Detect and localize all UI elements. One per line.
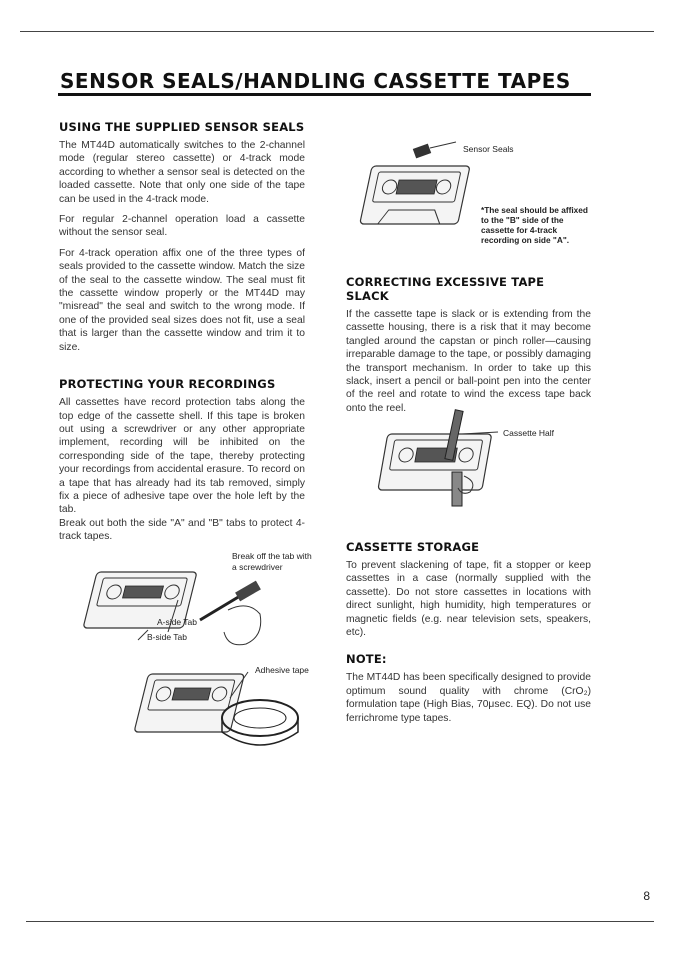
adhesive-tape-label: Adhesive tape [255,665,309,675]
sensor-seals-paragraph-3: For 4-track operation affix one of the three types of seals provided to the cassette window. Match the size of the seal to the cassette window. The seal must fit the cassette window properly or the MT44D may "misread" the seal and switch to the wrong mode. If one of the provided seal sizes does not fit, use a seal that is larger than the cassette window and trim it to size. [59,247,305,353]
break-off-tab-label: Break off the tab with a screwdriver [232,551,312,572]
bottom-rule [26,921,654,922]
page-number: 8 [643,889,650,903]
heading-sensor-seals: USING THE SUPPLIED SENSOR SEALS [59,120,305,134]
page-title: SENSOR SEALS/HANDLING CASSETTE TAPES [60,69,571,93]
title-underline [58,93,591,96]
slack-paragraph-1: If the cassette tape is slack or is extending from the cassette housing, there is a risk that it may become tangled around the capstan or pinch roller—causing irreparable damage to the tape, or possibly damaging the transport mechanism. In order to take up this slack, insert a pencil or ball-point pen into the center of the reel and rotate to wind the excess tape back onto the reel. [346,309,591,414]
top-rule [20,31,654,32]
heading-slack: CORRECTING EXCESSIVE TAPE SLACK [346,275,545,303]
storage-paragraph-1: To prevent slackening of tape, fit a stopper or keep cassettes in a case (normally supplied with the cassette). Do not store cassettes in locations with direct sunlight, high humidity, high temperatures or magnetic fields (e.g. near television sets, speakers, etc). [346,560,591,639]
sensor-seal-caption: *The seal should be affixed to the "B" side of the cassette for 4-track recording on side "A". [481,205,588,245]
break-tab-figure [78,560,268,660]
heading-note: NOTE: [346,652,387,667]
heading-storage: CASSETTE STORAGE [346,540,480,554]
left-column [59,120,305,551]
sensor-seals-label: Sensor Seals [463,144,514,154]
protecting-paragraph-2: Break out both the side "A" and "B" tabs to protect 4-track tapes. [59,517,305,543]
protecting-paragraph-1: All cassettes have record protection tabs along the top edge of the cassette shell. If this tape is broken out using a screwdriver or any other appropriate implement, recording will be inhibited on the corresponding side of the tape, thereby protecting your recordings from accidental erasure. To record on a tape that has already had its tab removed, simply fix a piece of adhesive tape over the hole left by the tab. [59,397,305,516]
a-side-tab-label: A-side Tab [157,617,198,627]
note-paragraph-1: The MT44D has been specifically designed to provide optimum sound quality with chrome (CrO₂) formulation tape (High Bias, 70μsec. EQ). Do not use ferrichrome type tapes. [346,672,591,724]
right-column-storage [346,540,591,732]
right-column-slack [346,275,591,422]
sensor-seals-paragraph-1: The MT44D automatically switches to the 2-channel mode (regular stereo cassette) or 4-track mode according to whether a sensor seal is detected on the loaded cassette. Note that only one side of the tape can be used in the 4-track mode. [59,140,305,205]
cassette-half-label: Cassette Half [503,428,555,438]
b-side-tab-label: B-side Tab [147,632,188,642]
adhesive-tape-figure [120,668,320,764]
sensor-seal-cassette-figure [360,138,480,228]
sensor-seals-paragraph-2: For regular 2-channel operation load a cassette without the sensor seal. [59,214,305,239]
pencil-cassette-figure [378,410,508,510]
heading-protecting: PROTECTING YOUR RECORDINGS [59,377,276,392]
